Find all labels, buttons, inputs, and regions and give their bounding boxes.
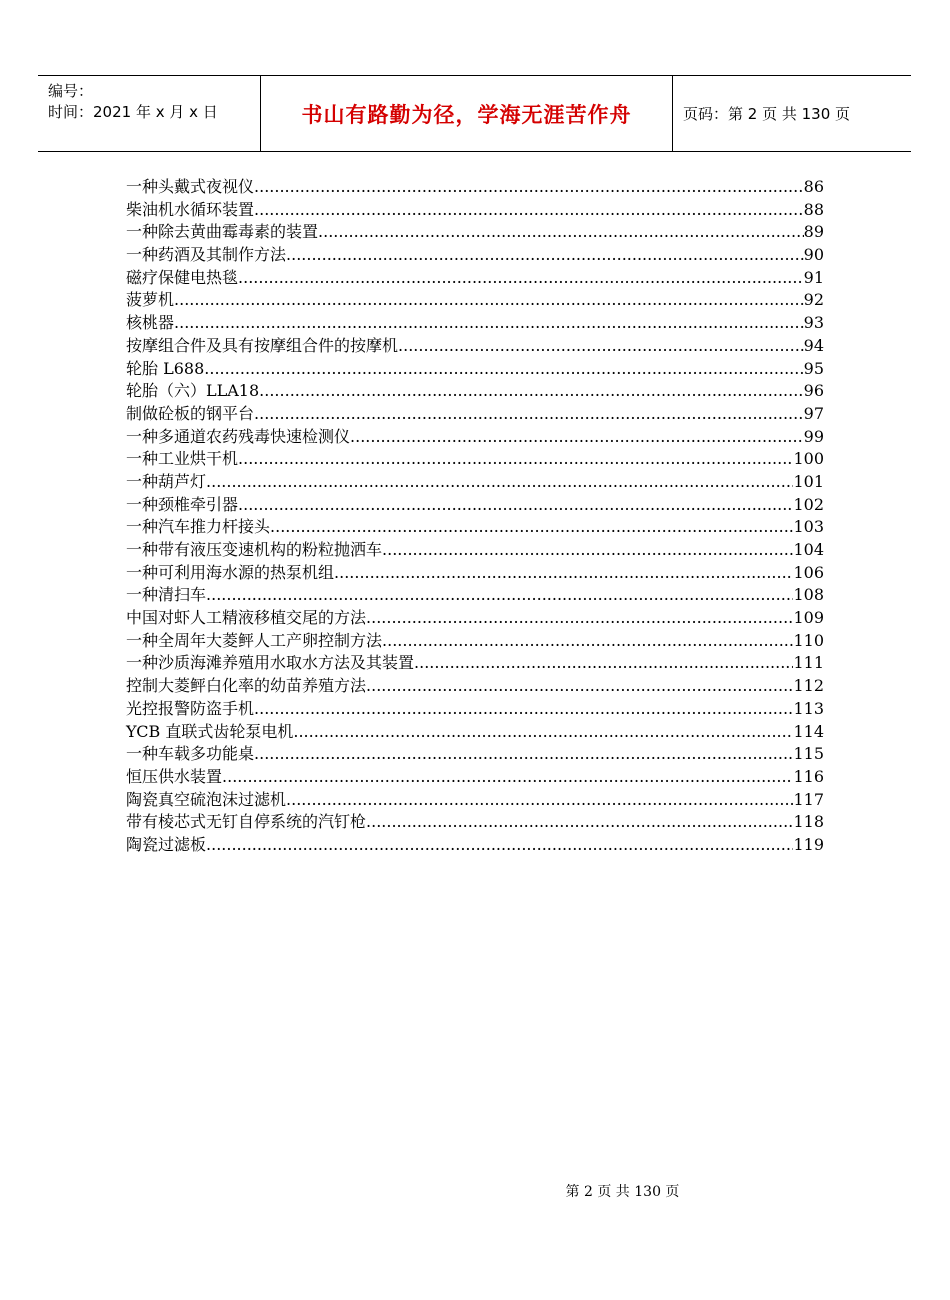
toc-leader-dots: [206, 834, 793, 857]
toc-entry-page: 96: [803, 381, 824, 401]
toc-leader-dots: [270, 516, 793, 539]
toc-entry[interactable]: [126, 267, 824, 290]
toc-entry-page: 97: [803, 403, 824, 423]
page-footer: [0, 1181, 950, 1201]
toc-entry-page: 117: [793, 789, 824, 809]
toc-entry-page: 114: [793, 721, 824, 741]
toc-entry[interactable]: [126, 403, 824, 426]
toc-entry-title: 按摩组合件及具有按摩组合件的按摩机: [126, 335, 399, 355]
toc-entry-page: 94: [803, 335, 824, 355]
toc-leader-dots: [366, 811, 793, 834]
number-label: 编号：: [48, 82, 94, 100]
toc-entry[interactable]: [126, 448, 824, 471]
toc-entry[interactable]: [126, 380, 824, 403]
toc-entry-page: 110: [793, 630, 824, 650]
toc-leader-dots: [259, 380, 803, 403]
toc-entry-title: 一种葫芦灯: [126, 471, 207, 491]
toc-entry-title: 一种颈椎牵引器: [126, 494, 239, 514]
toc-entry-title: 磁疗保健电热毯: [126, 267, 239, 287]
toc-leader-dots: [286, 244, 804, 267]
toc-entry-page: 109: [793, 608, 824, 628]
toc-leader-dots: [222, 766, 793, 789]
toc-entry[interactable]: [126, 199, 824, 222]
toc-entry[interactable]: [126, 244, 824, 267]
toc-entry[interactable]: [126, 607, 824, 630]
toc-leader-dots: [254, 698, 793, 721]
toc-leader-dots: [174, 312, 804, 335]
toc-leader-dots: [350, 426, 804, 449]
toc-entry[interactable]: [126, 358, 824, 381]
toc-entry-page: 119: [793, 834, 824, 854]
toc-entry[interactable]: [126, 471, 824, 494]
toc-entry-title: 一种清扫车: [126, 585, 207, 605]
toc-entry[interactable]: [126, 721, 824, 744]
toc-entry-title: 一种车载多功能桌: [126, 744, 255, 764]
toc-entry[interactable]: [126, 675, 824, 698]
toc-leader-dots: [254, 403, 804, 426]
toc-entry[interactable]: [126, 766, 824, 789]
toc-entry-title: 一种沙质海滩养殖用水取水方法及其装置: [126, 653, 415, 673]
toc-entry-page: 104: [793, 540, 824, 559]
toc-entry-title: 一种除去黄曲霉毒素的装置: [126, 222, 319, 242]
toc-entry-page: 115: [793, 744, 824, 764]
toc-leader-dots: [382, 630, 793, 653]
header-meta: [38, 76, 260, 151]
toc-entry-title: 一种可利用海水源的热泵机组: [126, 562, 335, 582]
toc-leader-dots: [286, 789, 793, 812]
toc-entry-page: 118: [793, 812, 824, 832]
toc-entry[interactable]: [126, 289, 824, 312]
toc-leader-dots: [238, 448, 793, 471]
toc-entry-page: 111: [793, 653, 824, 673]
toc-entry-page: 91: [803, 267, 824, 287]
toc-entry-page: 102: [793, 494, 824, 514]
toc-entry-title: 一种全周年大菱鲆人工产卵控制方法: [126, 630, 383, 650]
toc-entry[interactable]: [126, 335, 824, 358]
header-motto: [260, 76, 673, 151]
toc-leader-dots: [334, 562, 793, 585]
toc-entry-title: 控制大菱鲆白化率的幼苗养殖方法: [126, 676, 367, 696]
toc-entry-page: 106: [793, 562, 824, 582]
toc-leader-dots: [366, 607, 793, 630]
toc-entry[interactable]: [126, 562, 824, 585]
toc-entry-page: 108: [793, 585, 824, 605]
toc-entry-title: 中国对虾人工精液移植交尾的方法: [126, 608, 367, 628]
toc-entry[interactable]: [126, 539, 824, 562]
toc-entry-title: 轮胎（六）LLA18: [126, 381, 260, 401]
toc-leader-dots: [238, 494, 793, 517]
toc-entry-page: 100: [793, 449, 824, 469]
time-label: 时间：2021 年 x 月 x 日: [48, 103, 218, 121]
toc-entry[interactable]: [126, 312, 824, 335]
toc-entry[interactable]: [126, 630, 824, 653]
toc-entry-title: 光控报警防盗手机: [126, 698, 255, 718]
toc-entry[interactable]: [126, 743, 824, 766]
toc-leader-dots: [254, 176, 804, 199]
footer-page-number: 第 2 页 共 130 页: [565, 1184, 680, 1200]
toc-entry-title: YCB 直联式齿轮泵电机: [126, 721, 294, 741]
toc-entry-page: 88: [803, 199, 824, 219]
toc-leader-dots: [238, 267, 804, 290]
toc-entry-title: 陶瓷过滤板: [126, 834, 207, 854]
toc-entry-page: 112: [793, 676, 824, 696]
page-info-text: 页码：第 2 页 共 130 页: [683, 105, 851, 123]
toc-entry-title: 带有棱芯式无钉自停系统的汽钉枪: [126, 812, 367, 832]
toc-entry[interactable]: [126, 426, 824, 449]
toc-entry-title: 轮胎 L688: [126, 358, 205, 378]
toc-entry-page: 86: [803, 177, 824, 196]
toc-leader-dots: [318, 221, 804, 244]
toc-leader-dots: [414, 652, 793, 675]
toc-entry[interactable]: [126, 811, 824, 834]
toc-leader-dots: [293, 721, 793, 744]
toc-leader-dots: [382, 539, 793, 562]
toc-entry-page: 92: [803, 290, 824, 310]
table-of-contents: [126, 176, 824, 857]
toc-entry-page: 89: [803, 222, 824, 242]
toc-entry-title: 柴油机水循环装置: [126, 199, 255, 219]
toc-entry[interactable]: [126, 834, 824, 857]
toc-entry-page: 103: [793, 517, 824, 537]
toc-entry-page: 95: [803, 358, 824, 378]
toc-leader-dots: [204, 358, 803, 381]
toc-entry-page: 99: [803, 426, 824, 446]
toc-entry[interactable]: [126, 494, 824, 517]
toc-leader-dots: [398, 335, 804, 358]
toc-entry[interactable]: [126, 176, 824, 199]
toc-entry-page: 90: [803, 245, 824, 265]
toc-entry[interactable]: [126, 221, 824, 244]
toc-leader-dots: [254, 743, 793, 766]
toc-entry-page: 113: [793, 698, 824, 718]
toc-entry-title: 一种多通道农药残毒快速检测仪: [126, 426, 351, 446]
toc-leader-dots: [366, 675, 793, 698]
toc-entry-title: 一种头戴式夜视仪: [126, 177, 255, 196]
toc-entry-title: 核桃器: [126, 313, 175, 333]
header-page-info: [673, 76, 911, 151]
toc-entry-page: 116: [793, 766, 824, 786]
toc-entry-title: 制做砼板的钢平台: [126, 403, 255, 423]
toc-entry[interactable]: [126, 789, 824, 812]
toc-entry-title: 一种汽车推力杆接头: [126, 517, 271, 537]
toc-entry-page: 93: [803, 313, 824, 333]
toc-entry-title: 菠萝机: [126, 290, 175, 310]
toc-entry-title: 陶瓷真空硫泡沫过滤机: [126, 789, 287, 809]
toc-entry-title: 一种药酒及其制作方法: [126, 245, 287, 265]
toc-entry-title: 恒压供水装置: [126, 766, 223, 786]
toc-leader-dots: [206, 471, 793, 494]
toc-entry[interactable]: [126, 652, 824, 675]
toc-entry-title: 一种带有液压变速机构的粉粒抛洒车: [126, 540, 383, 559]
page-header: [38, 75, 911, 152]
toc-entry-page: 101: [793, 471, 824, 491]
toc-entry[interactable]: [126, 584, 824, 607]
toc-leader-dots: [254, 199, 804, 222]
toc-entry[interactable]: [126, 698, 824, 721]
toc-entry[interactable]: [126, 516, 824, 539]
toc-leader-dots: [206, 584, 793, 607]
motto-text: 书山有路勤为径，学海无涯苦作舟: [301, 102, 632, 127]
toc-entry-title: 一种工业烘干机: [126, 449, 239, 469]
toc-leader-dots: [174, 289, 804, 312]
